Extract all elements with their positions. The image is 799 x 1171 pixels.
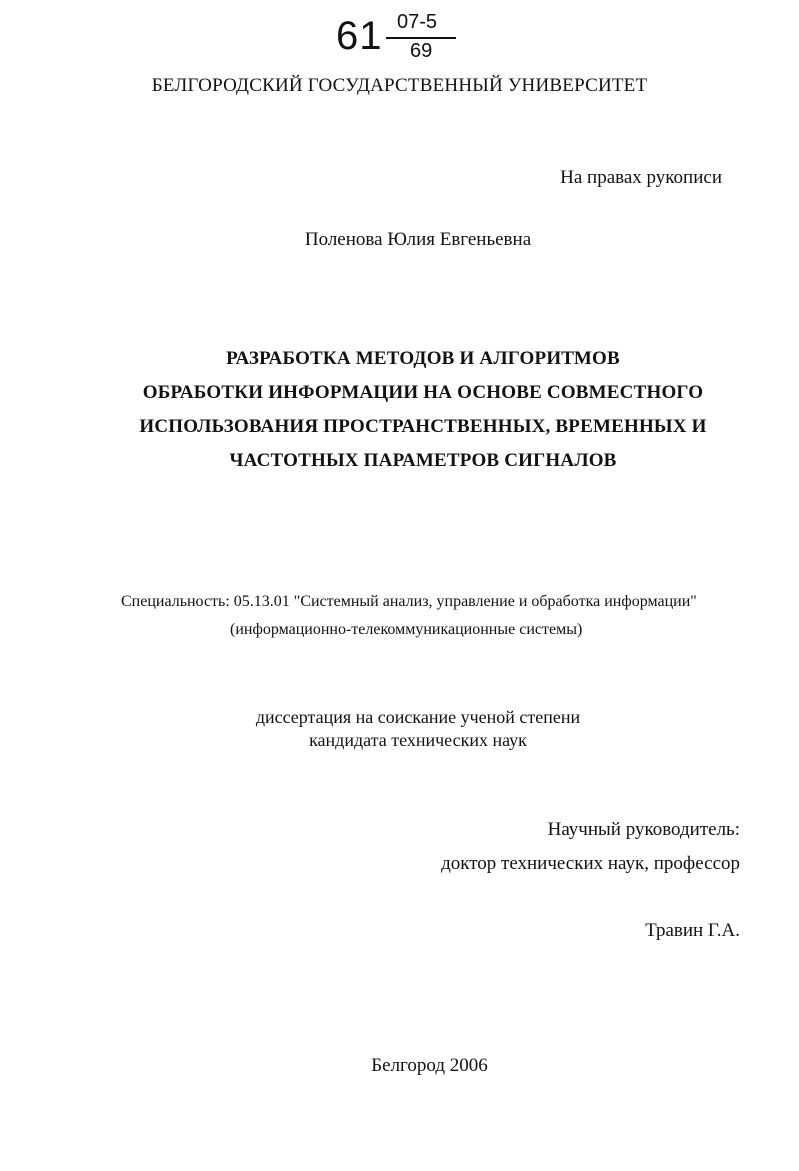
supervisor-title: доктор технических наук, профессор <box>441 853 740 874</box>
author-name: Поленова Юлия Евгеньевна <box>304 229 532 250</box>
rights-note: На правах рукописи <box>560 167 722 188</box>
title-line: ОБРАБОТКИ ИНФОРМАЦИИ НА ОСНОВЕ СОВМЕСТНОГО <box>142 382 704 403</box>
degree-line: диссертация на соискание ученой степени <box>255 707 581 727</box>
supervisor-label: Научный руководитель: <box>547 819 740 840</box>
title-line: РАЗРАБОТКА МЕТОДОВ И АЛГОРИТМОВ <box>226 348 620 369</box>
speciality-area: (информационно-телекоммуникационные системы) <box>230 621 583 638</box>
call-number-denominator: 69 <box>410 40 433 62</box>
title-line: ЧАСТОТНЫХ ПАРАМЕТРОВ СИГНАЛОВ <box>229 450 617 471</box>
degree-line: кандидата технических наук <box>309 730 527 750</box>
call-number-fraction-line <box>386 37 456 39</box>
degree-statement <box>0 706 799 752</box>
call-number-main: 61 <box>336 14 383 58</box>
supervisor-name: Травин Г.А. <box>645 920 740 941</box>
speciality-code: Специальность: 05.13.01 "Системный анализ, управление и обработка информации" <box>121 593 697 610</box>
city-year: Белгород 2006 <box>371 1055 488 1076</box>
call-number-numerator: 07-5 <box>397 11 438 33</box>
title-line: ИСПОЛЬЗОВАНИЯ ПРОСТРАНСТВЕННЫХ, ВРЕМЕННЫХ И <box>139 416 707 437</box>
university-name: БЕЛГОРОДСКИЙ ГОСУДАРСТВЕННЫЙ УНИВЕРСИТЕТ <box>151 75 648 96</box>
dissertation-title <box>0 342 799 478</box>
